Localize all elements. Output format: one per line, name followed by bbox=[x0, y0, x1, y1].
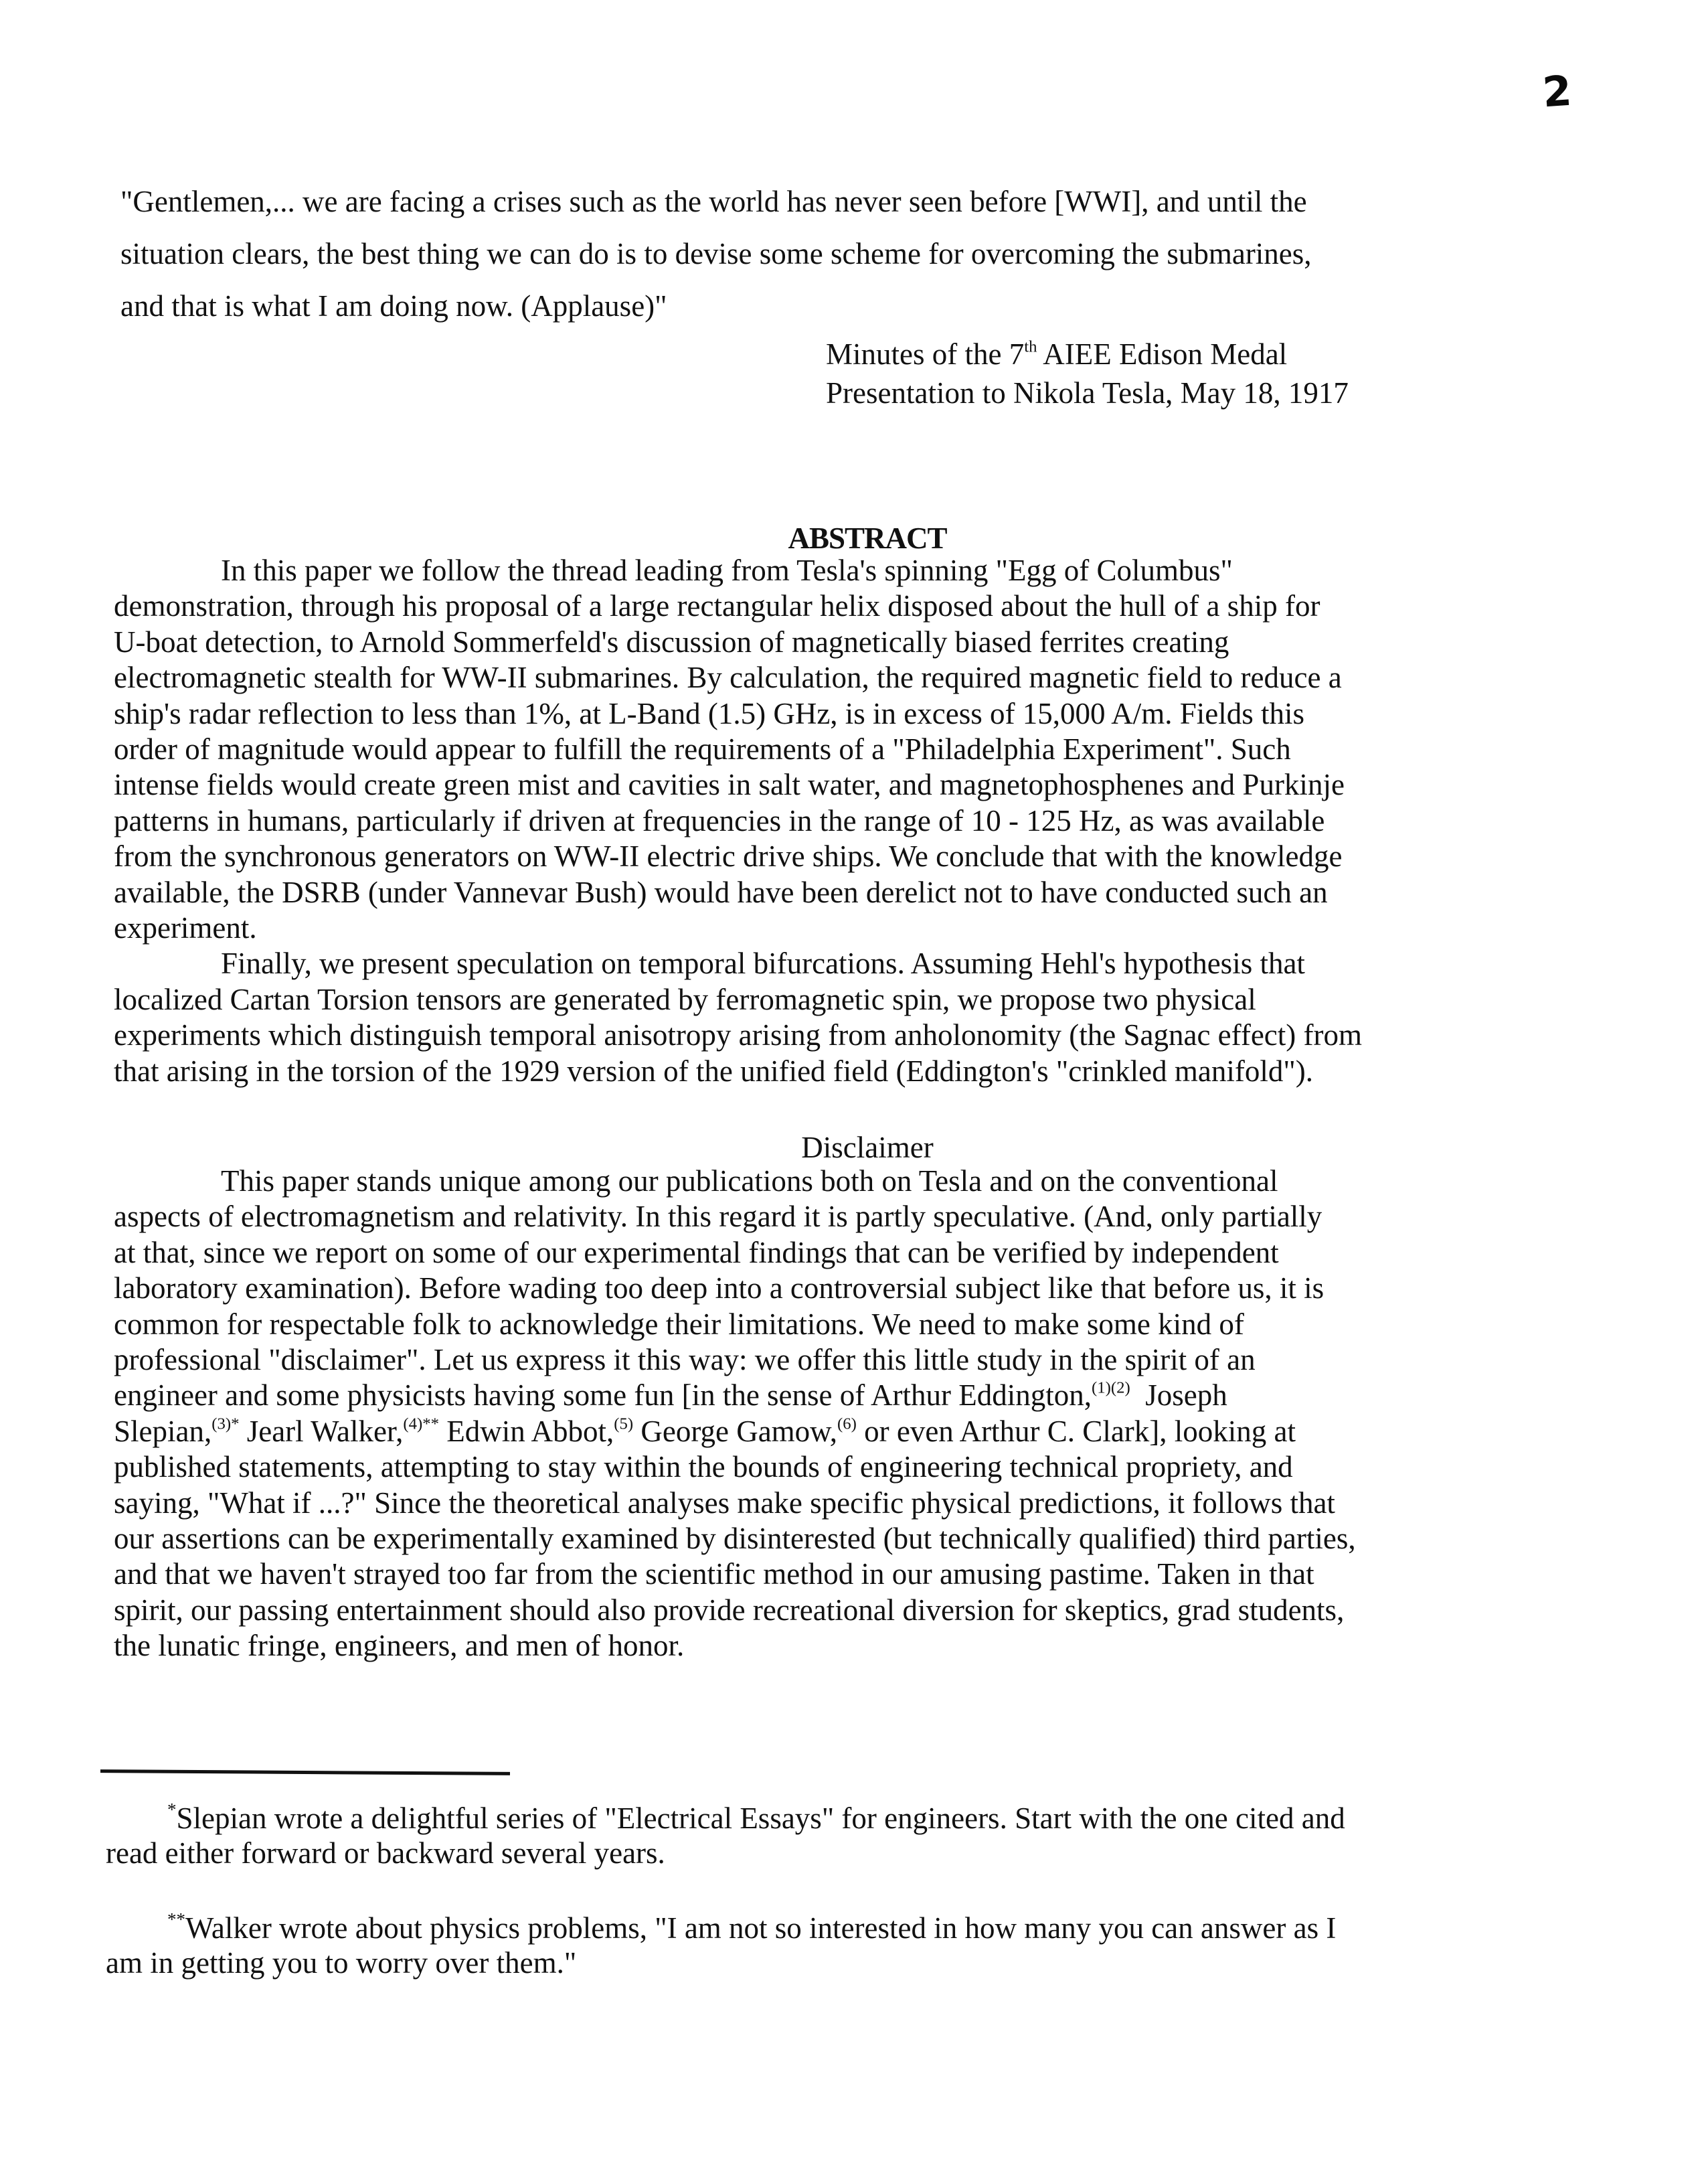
abstract-line: experiments which distinguish temporal anisotropy arising from anholonomity (the Sagnac effect) from bbox=[114, 1018, 1362, 1052]
disclaimer-text: George Gamow, bbox=[633, 1414, 838, 1448]
citation-ref[interactable]: (4)** bbox=[403, 1415, 439, 1433]
abstract-body bbox=[114, 553, 1446, 1089]
disclaimer-line: the lunatic fringe, engineers, and men of honor. bbox=[114, 1629, 685, 1663]
disclaimer-body bbox=[114, 1164, 1446, 1664]
citation-ref[interactable]: (1)(2) bbox=[1091, 1378, 1130, 1397]
footnote-line bbox=[106, 1911, 1444, 1945]
epigraph-line: "Gentlemen,... we are facing a crises such as the world has never seen before [WWI], and until the bbox=[120, 185, 1307, 218]
abstract-heading: ABSTRACT bbox=[788, 522, 947, 555]
abstract-line: intense fields would create green mist and cavities in salt water, and magnetophosphenes and Purkinje bbox=[114, 768, 1345, 802]
footnote-separator bbox=[100, 1769, 510, 1775]
disclaimer-heading: Disclaimer bbox=[801, 1131, 934, 1164]
footnote-marker: ** bbox=[167, 1909, 185, 1930]
disclaimer-line bbox=[114, 1378, 1446, 1413]
disclaimer-text: engineer and some physicists having some fun [in the sense of Arthur Eddington, bbox=[114, 1378, 1092, 1413]
abstract-line: U-boat detection, to Arnold Sommerfeld's discussion of magnetically biased ferrites creating bbox=[114, 625, 1229, 659]
attribution-line-2: Presentation to Nikola Tesla, May 18, 1917 bbox=[826, 376, 1349, 410]
footnote-walker bbox=[106, 1911, 1444, 1980]
abstract-line: ship's radar reflection to less than 1%, at L-Band (1.5) GHz, is in excess of 15,000 A/m. Fields this bbox=[114, 696, 1305, 730]
disclaimer-line: spirit, our passing entertainment should also provide recreational diversion for skeptics, grad students, bbox=[114, 1593, 1345, 1627]
disclaimer-line: our assertions can be experimentally examined by disinterested (but technically qualified) third parties, bbox=[114, 1522, 1356, 1556]
disclaimer-text: Jearl Walker, bbox=[239, 1414, 404, 1448]
footnote-text: Slepian wrote a delightful series of "Electrical Essays" for engineers. Start with the one cited and bbox=[176, 1801, 1345, 1835]
abstract-line: that arising in the torsion of the 1929 version of the unified field (Eddington's "crinkled manifold"). bbox=[114, 1054, 1313, 1088]
footnote-marker: * bbox=[167, 1799, 177, 1820]
disclaimer-line: laboratory examination). Before wading too deep into a controversial subject like that before us, it is bbox=[114, 1271, 1325, 1305]
disclaimer-line: at that, since we report on some of our experimental findings that can be verified by independent bbox=[114, 1235, 1279, 1269]
disclaimer-line bbox=[114, 1414, 1446, 1449]
footnote-line bbox=[106, 1801, 1444, 1836]
abstract-line: from the synchronous generators on WW-II electric drive ships. We conclude that with the knowledge bbox=[114, 839, 1343, 874]
page-number: 2 bbox=[1541, 66, 1573, 117]
abstract-line: electromagnetic stealth for WW-II submarines. By calculation, the required magnetic field to reduce a bbox=[114, 661, 1342, 695]
disclaimer-line: This paper stands unique among our publications both on Tesla and on the conventional bbox=[221, 1164, 1278, 1198]
disclaimer-line: common for respectable folk to acknowledge their limitations. We need to make some kind of bbox=[114, 1307, 1244, 1341]
attribution-text: AIEE Edison Medal bbox=[1037, 337, 1288, 371]
attribution-line-1 bbox=[826, 335, 1349, 374]
abstract-line: order of magnitude would appear to fulfill the requirements of a "Philadelphia Experiment". Such bbox=[114, 732, 1291, 767]
epigraph-quote bbox=[120, 175, 1432, 332]
disclaimer-line: professional "disclaimer". Let us express it this way: we offer this little study in the spirit of an bbox=[114, 1343, 1256, 1377]
footnote-slepian bbox=[106, 1801, 1444, 1870]
footnote-text: Walker wrote about physics problems, "I am not so interested in how many you can answer as I bbox=[185, 1911, 1337, 1945]
disclaimer-text: or even Arthur C. Clark], looking at bbox=[856, 1414, 1296, 1448]
abstract-line: Finally, we present speculation on temporal bifurcations. Assuming Hehl's hypothesis that bbox=[221, 947, 1305, 981]
attribution-text: Minutes of the 7 bbox=[826, 337, 1025, 371]
citation-ref[interactable]: (3)* bbox=[211, 1415, 240, 1433]
abstract-line: localized Cartan Torsion tensors are generated by ferromagnetic spin, we propose two physical bbox=[114, 982, 1256, 1016]
epigraph-line: and that is what I am doing now. (Applause)" bbox=[120, 289, 667, 323]
disclaimer-text: Edwin Abbot, bbox=[438, 1414, 614, 1448]
epigraph-line: situation clears, the best thing we can do is to devise some scheme for overcoming the submarines, bbox=[120, 237, 1312, 270]
disclaimer-line: and that we haven't strayed too far from the scientific method in our amusing pastime. Taken in that bbox=[114, 1557, 1314, 1591]
footnotes bbox=[106, 1801, 1444, 2020]
disclaimer-text: Joseph bbox=[1130, 1378, 1227, 1413]
disclaimer-line: saying, "What if ...?" Since the theoretical analyses make specific physical predictions, it follows that bbox=[114, 1486, 1335, 1520]
disclaimer-line: aspects of electromagnetism and relativity. In this regard it is partly speculative. (And, only partially bbox=[114, 1200, 1322, 1234]
abstract-line: demonstration, through his proposal of a large rectangular helix disposed about the hull of a ship for bbox=[114, 589, 1320, 623]
footnote-line: am in getting you to worry over them." bbox=[106, 1946, 577, 1980]
abstract-line: experiment. bbox=[114, 911, 257, 945]
ordinal-superscript: th bbox=[1024, 337, 1037, 356]
abstract-line: available, the DSRB (under Vannevar Bush) would have been derelict not to have conducted such an bbox=[114, 875, 1328, 909]
abstract-line: In this paper we follow the thread leading from Tesla's spinning "Egg of Columbus" bbox=[221, 554, 1233, 587]
abstract-line: patterns in humans, particularly if driven at frequencies in the range of 10 - 125 Hz, as was available bbox=[114, 803, 1325, 837]
citation-ref[interactable]: (6) bbox=[837, 1415, 857, 1433]
epigraph-attribution bbox=[826, 335, 1349, 412]
disclaimer-text: Slepian, bbox=[114, 1414, 212, 1448]
citation-ref[interactable]: (5) bbox=[614, 1415, 634, 1433]
disclaimer-line: published statements, attempting to stay within the bounds of engineering technical propriety, and bbox=[114, 1450, 1293, 1484]
footnote-line: read either forward or backward several years. bbox=[106, 1836, 665, 1870]
